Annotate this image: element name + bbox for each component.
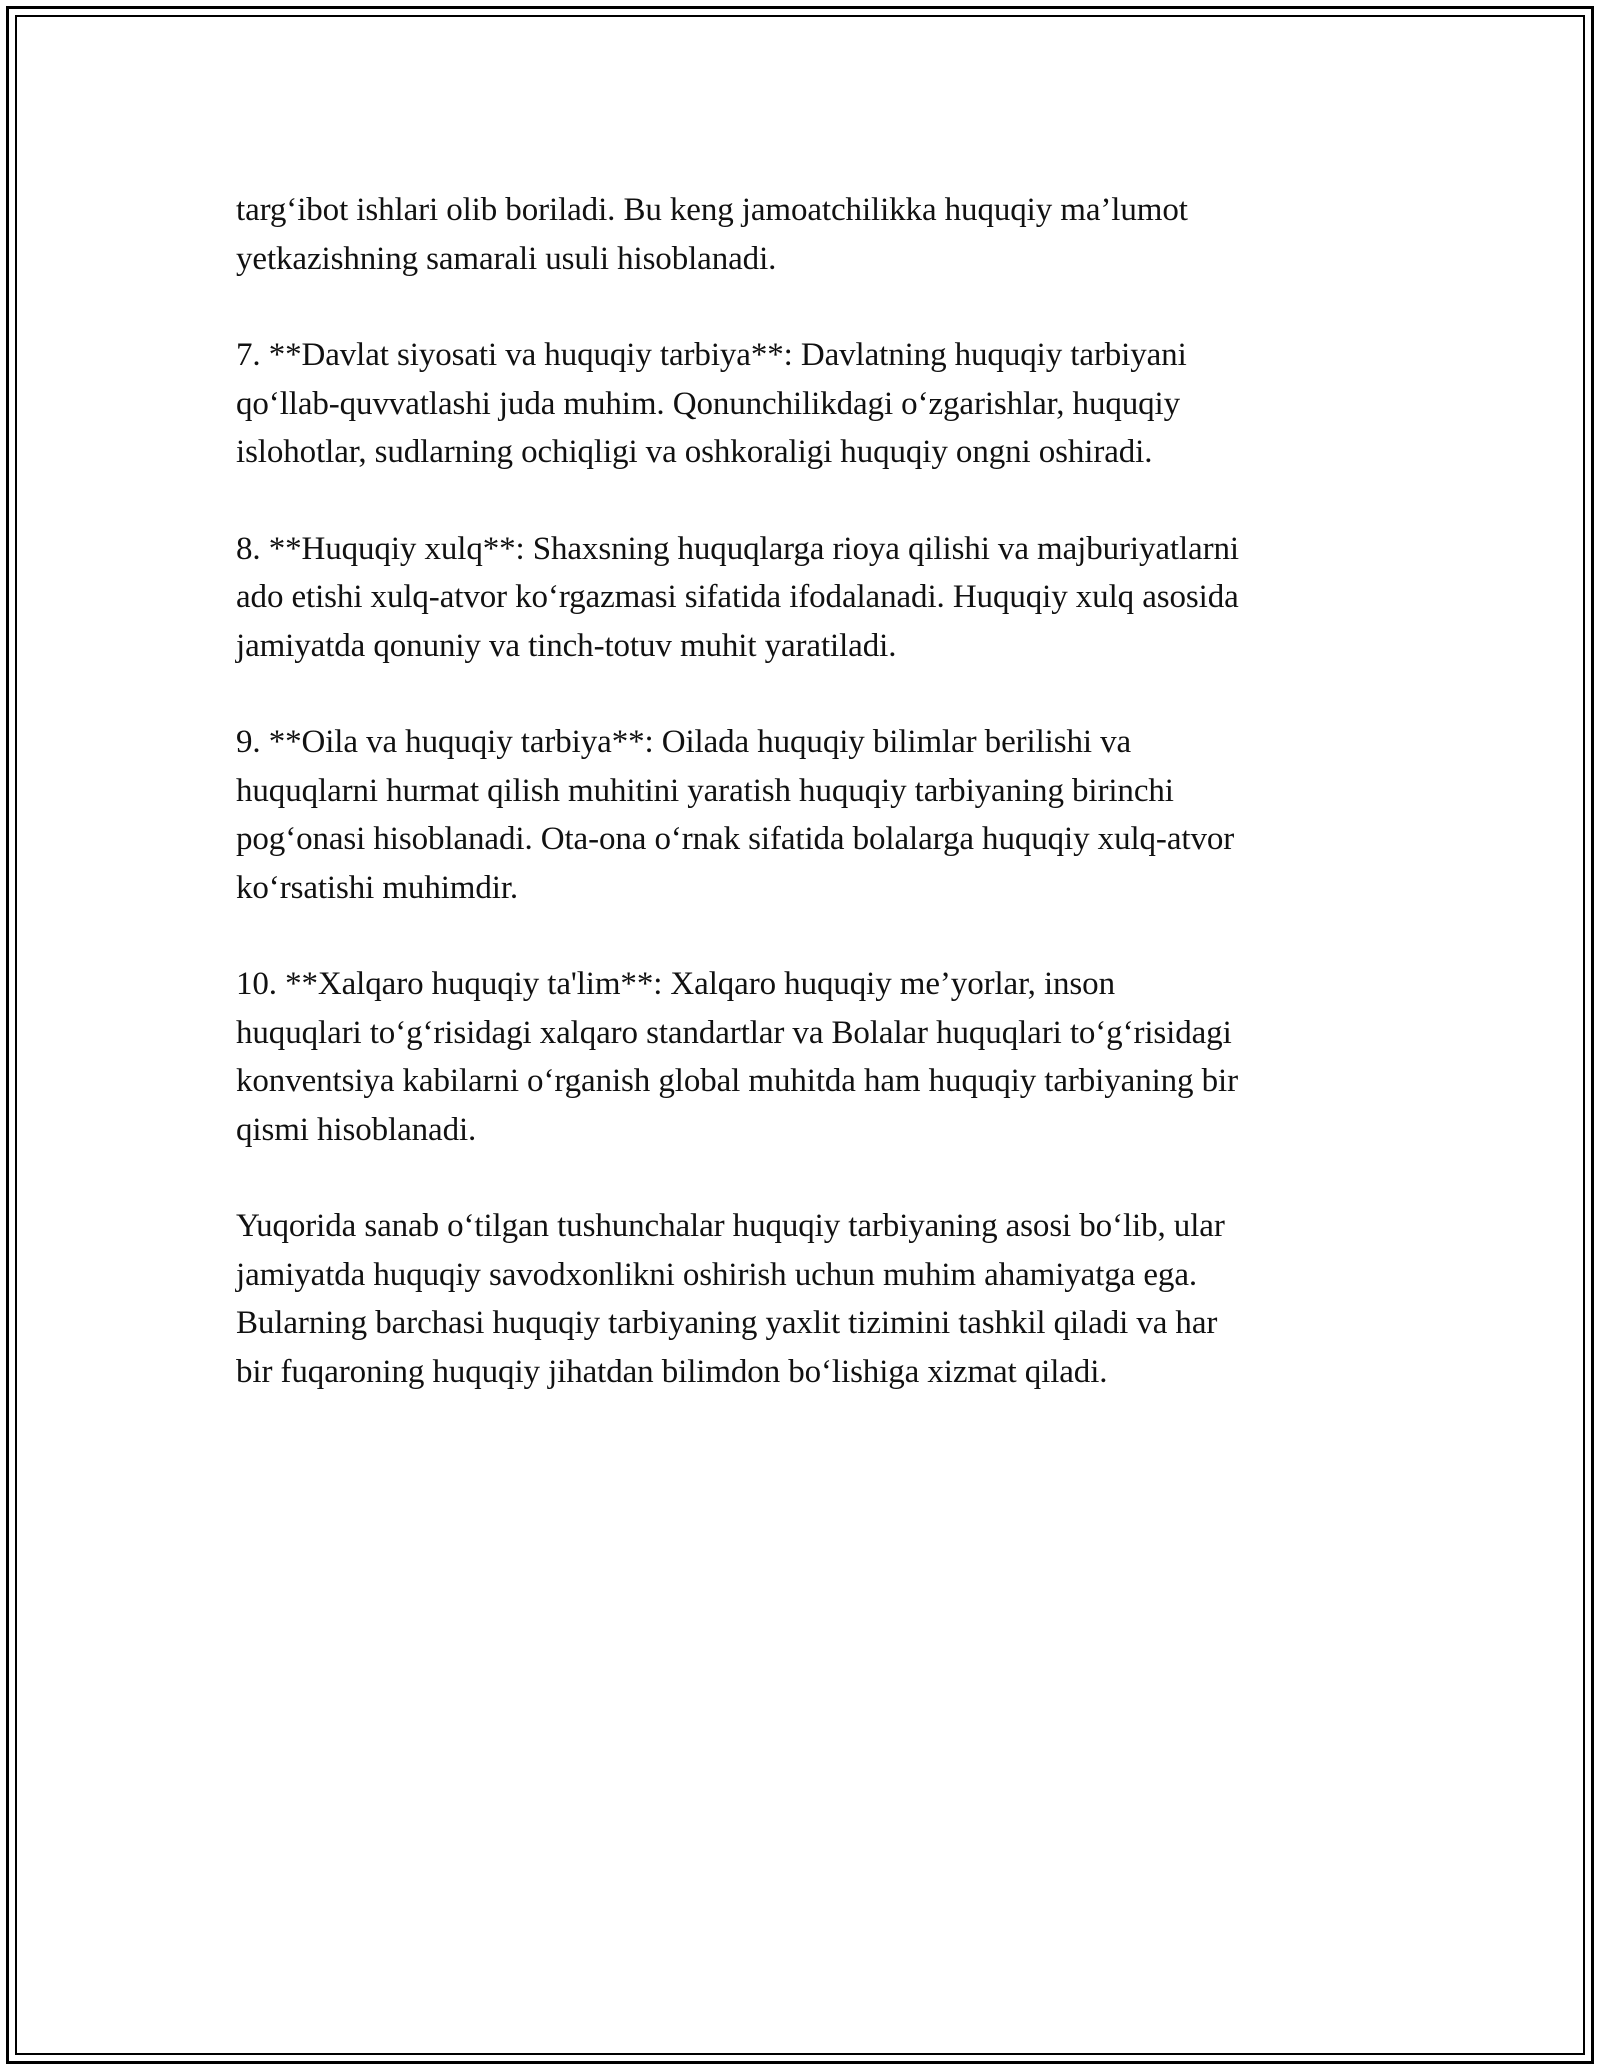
paragraph-conclusion: Yuqorida sanab o‘tilgan tushunchalar huquqiy tarbiyaning asosi bo‘lib, ular jamiyatda huquqiy savodxonlikni oshirish uchun muhim ahamiyatga ega. Bularning barchasi huquqiy tarbiyaning yaxlit tizimini tashkil qiladi va har bir fuqaroning huquqiy jihatdan bilimdon bo‘lishiga xizmat qiladi. xyxy=(236,1208,1225,1390)
paragraph-item-7: 7. **Davlat siyosati va huquqiy tarbiya**: Davlatning huquqiy tarbiyani qo‘llab-quvvatlashi juda muhim. Qonunchilikdagi o‘zgarishlar, huquqiy islohotlar, sudlarning ochiqligi va oshkoraligi huquqiy ongni oshiradi. xyxy=(236,337,1187,470)
paragraph-item-9: 9. **Oila va huquqiy tarbiya**: Oilada huquqiy bilimlar berilishi va huquqlarni hurmat qilish muhitini yaratish huquqiy tarbiyaning birinchi pog‘onasi hisoblanadi. Ota-ona o‘rnak sifatida bolalarga huquqiy xulq-atvor ko‘rsatishi muhimdir. xyxy=(236,724,1235,906)
paragraph-item-8: 8. **Huquqiy xulq**: Shaxsning huquqlarga rioya qilishi va majburiyatlarni ado etishi xulq-atvor ko‘rgazmasi sifatida ifodalanadi. Huquqiy xulq asosida jamiyatda qonuniy va tinch-totuv muhit yaratiladi. xyxy=(236,530,1239,664)
paragraph-item-10: 10. **Xalqaro huquqiy ta'lim**: Xalqaro huquqiy me’yorlar, inson huquqlari to‘g‘risidagi xalqaro standartlar va Bolalar huquqlari to‘g‘risidagi konventsiya kabilarni o‘rganish global muhitda ham huquqiy tarbiyaning bir qismi hisoblanadi. xyxy=(236,966,1238,1148)
document-body xyxy=(236,186,1376,1444)
paragraph-intro-continuation: targ‘ibot ishlari olib boriladi. Bu keng jamoatchilikka huquqiy ma’lumot yetkazishning samarali usuli hisoblanadi. xyxy=(236,192,1188,277)
